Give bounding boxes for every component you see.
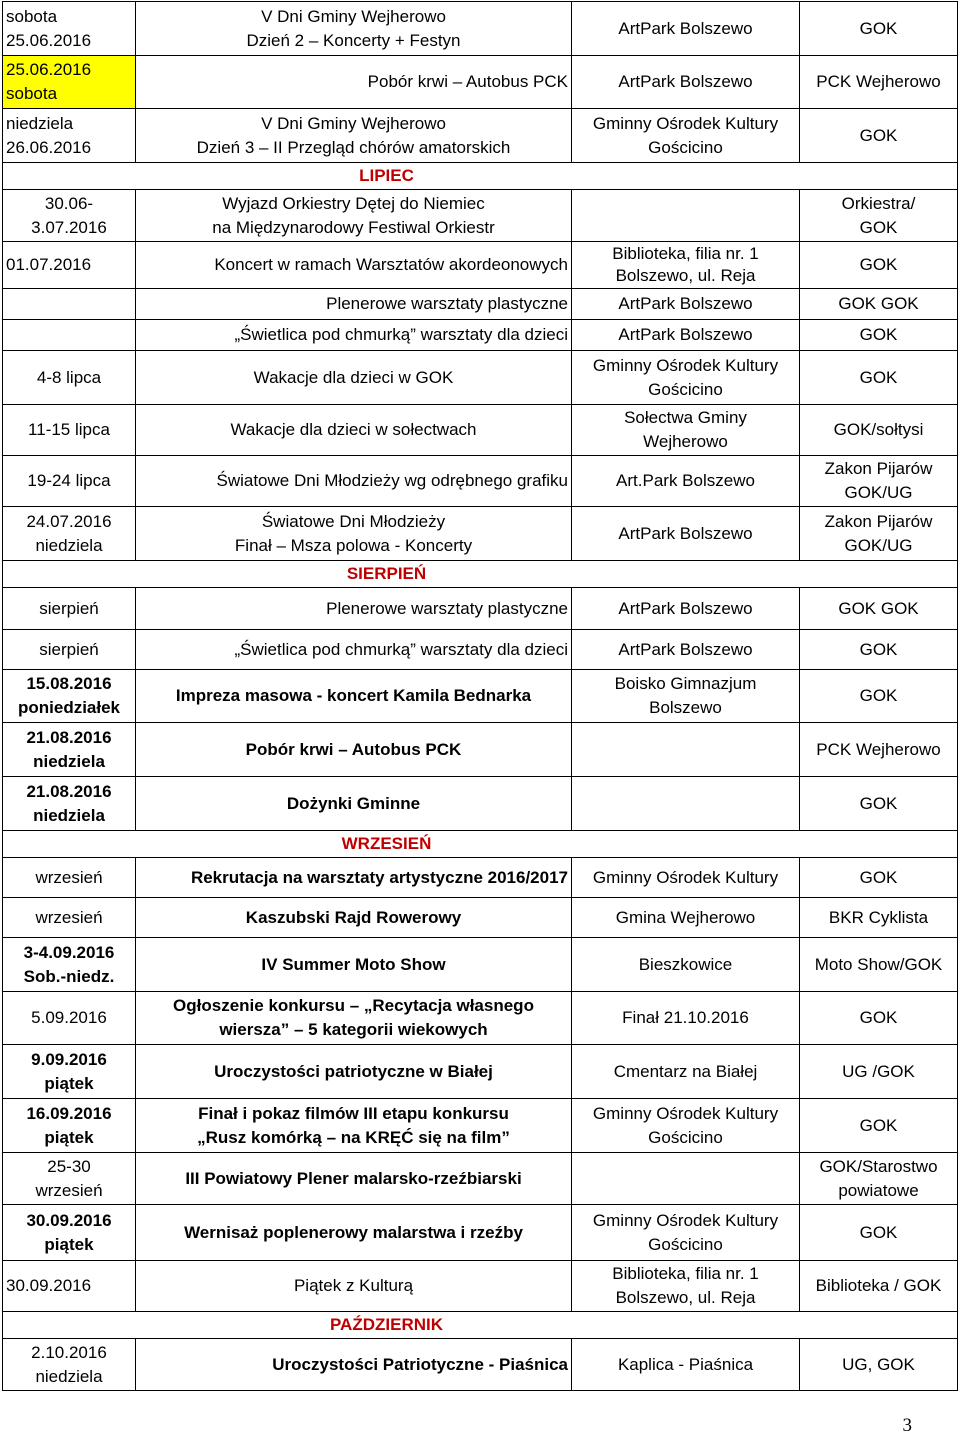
- table-row: [3, 777, 958, 831]
- event-cell: Uroczystości patriotyczne w Białej: [136, 1045, 572, 1099]
- date-cell: 9.09.2016 piątek: [3, 1045, 136, 1099]
- place-cell: Boisko Gimnazjum Bolszewo: [572, 670, 800, 723]
- event-cell: Finał i pokaz filmów III etapu konkursu „Rusz komórką – na KRĘĆ się na film”: [136, 1099, 572, 1153]
- organizer-cell: GOK: [800, 242, 958, 289]
- place-cell: Biblioteka, filia nr. 1 Bolszewo, ul. Reja: [572, 1261, 800, 1312]
- event-cell: Pobór krwi – Autobus PCK: [136, 723, 572, 777]
- organizer-cell: GOK: [800, 630, 958, 670]
- event-cell: „Świetlica pod chmurką” warsztaty dla dzieci: [136, 320, 572, 351]
- organizer-cell: GOK/sołtysi: [800, 405, 958, 456]
- date-cell: 4-8 lipca: [3, 351, 136, 405]
- place-cell: Sołectwa Gminy Wejherowo: [572, 405, 800, 456]
- date-cell: 01.07.2016: [3, 242, 136, 289]
- event-cell: Wernisaż poplenerowy malarstwa i rzeźby: [136, 1205, 572, 1261]
- table-row: [3, 456, 958, 507]
- event-cell: Wakacje dla dzieci w GOK: [136, 351, 572, 405]
- month-header-row: [3, 163, 958, 190]
- place-cell: Gminny Ośrodek Kultury Gościcino: [572, 109, 800, 163]
- date-cell: 30.06- 3.07.2016: [3, 190, 136, 242]
- date-cell: 2.10.2016 niedziela: [3, 1339, 136, 1391]
- date-cell: sierpień: [3, 630, 136, 670]
- place-cell: Art.Park Bolszewo: [572, 456, 800, 507]
- table-row: [3, 670, 958, 723]
- month-header-row: [3, 1312, 958, 1339]
- table-row: [3, 1045, 958, 1099]
- organizer-cell: GOK: [800, 351, 958, 405]
- date-cell: wrzesień: [3, 858, 136, 898]
- table-row: [3, 898, 958, 938]
- place-cell: [572, 777, 800, 831]
- date-cell: 25.06.2016 sobota: [3, 56, 136, 109]
- organizer-cell: GOK: [800, 1205, 958, 1261]
- event-cell: Światowe Dni Młodzieży wg odrębnego grafiku: [136, 456, 572, 507]
- month-header: LIPIEC: [3, 163, 958, 190]
- date-cell: [3, 289, 136, 320]
- table-row: [3, 1261, 958, 1312]
- event-cell: Wyjazd Orkiestry Dętej do Niemiec na Międzynarodowy Festiwal Orkiestr: [136, 190, 572, 242]
- event-cell: Piątek z Kulturą: [136, 1261, 572, 1312]
- place-cell: ArtPark Bolszewo: [572, 2, 800, 56]
- event-cell: Plenerowe warsztaty plastyczne: [136, 289, 572, 320]
- event-cell: IV Summer Moto Show: [136, 938, 572, 992]
- organizer-cell: Biblioteka / GOK: [800, 1261, 958, 1312]
- event-cell: Uroczystości Patriotyczne - Piaśnica: [136, 1339, 572, 1391]
- table-row: [3, 320, 958, 351]
- organizer-cell: BKR Cyklista: [800, 898, 958, 938]
- organizer-cell: Orkiestra/ GOK: [800, 190, 958, 242]
- event-cell: V Dni Gminy Wejherowo Dzień 3 – II Przegląd chórów amatorskich: [136, 109, 572, 163]
- organizer-cell: Zakon Pijarów GOK/UG: [800, 456, 958, 507]
- event-cell: Wakacje dla dzieci w sołectwach: [136, 405, 572, 456]
- organizer-cell: UG, GOK: [800, 1339, 958, 1391]
- table-row: [3, 630, 958, 670]
- table-row: [3, 992, 958, 1045]
- organizer-cell: GOK: [800, 2, 958, 56]
- place-cell: Gmina Wejherowo: [572, 898, 800, 938]
- organizer-cell: GOK: [800, 858, 958, 898]
- place-cell: ArtPark Bolszewo: [572, 588, 800, 630]
- organizer-cell: Zakon Pijarów GOK/UG: [800, 507, 958, 561]
- event-cell: „Świetlica pod chmurką” warsztaty dla dzieci: [136, 630, 572, 670]
- event-cell: Kaszubski Rajd Rowerowy: [136, 898, 572, 938]
- table-row: [3, 351, 958, 405]
- month-header: SIERPIEŃ: [3, 561, 958, 588]
- date-cell: 11-15 lipca: [3, 405, 136, 456]
- date-cell: 5.09.2016: [3, 992, 136, 1045]
- date-cell: wrzesień: [3, 898, 136, 938]
- month-header: PAŹDZIERNIK: [3, 1312, 958, 1339]
- event-cell: Dożynki Gminne: [136, 777, 572, 831]
- event-cell: Plenerowe warsztaty plastyczne: [136, 588, 572, 630]
- month-header: WRZESIEŃ: [3, 831, 958, 858]
- organizer-cell: GOK: [800, 670, 958, 723]
- month-header-row: [3, 561, 958, 588]
- table-row: [3, 190, 958, 242]
- place-cell: [572, 723, 800, 777]
- organizer-cell: GOK GOK: [800, 588, 958, 630]
- organizer-cell: GOK/Starostwo powiatowe: [800, 1153, 958, 1205]
- place-cell: Bieszkowice: [572, 938, 800, 992]
- place-cell: ArtPark Bolszewo: [572, 289, 800, 320]
- event-cell: Ogłoszenie konkursu – „Recytacja własnego wiersza” – 5 kategorii wiekowych: [136, 992, 572, 1045]
- table-row: [3, 1205, 958, 1261]
- organizer-cell: PCK Wejherowo: [800, 723, 958, 777]
- organizer-cell: GOK: [800, 992, 958, 1045]
- date-cell: 25-30 wrzesień: [3, 1153, 136, 1205]
- table-row: [3, 938, 958, 992]
- event-cell: Koncert w ramach Warsztatów akordeonowych: [136, 242, 572, 289]
- place-cell: Finał 21.10.2016: [572, 992, 800, 1045]
- date-cell: sobota 25.06.2016: [3, 2, 136, 56]
- place-cell: Kaplica - Piaśnica: [572, 1339, 800, 1391]
- place-cell: Gminny Ośrodek Kultury Gościcino: [572, 351, 800, 405]
- table-row: [3, 56, 958, 109]
- organizer-cell: UG /GOK: [800, 1045, 958, 1099]
- event-cell: Światowe Dni Młodzieży Finał – Msza polowa - Koncerty: [136, 507, 572, 561]
- organizer-cell: GOK GOK: [800, 289, 958, 320]
- event-cell: III Powiatowy Plener malarsko-rzeźbiarski: [136, 1153, 572, 1205]
- organizer-cell: GOK: [800, 1099, 958, 1153]
- date-cell: 16.09.2016 piątek: [3, 1099, 136, 1153]
- table-row: [3, 289, 958, 320]
- table-row: [3, 1099, 958, 1153]
- table-row: [3, 1153, 958, 1205]
- place-cell: Gminny Ośrodek Kultury Gościcino: [572, 1099, 800, 1153]
- table-row: [3, 588, 958, 630]
- place-cell: ArtPark Bolszewo: [572, 320, 800, 351]
- organizer-cell: Moto Show/GOK: [800, 938, 958, 992]
- place-cell: ArtPark Bolszewo: [572, 507, 800, 561]
- date-cell: 15.08.2016 poniedziałek: [3, 670, 136, 723]
- organizer-cell: GOK: [800, 109, 958, 163]
- date-cell: 24.07.2016 niedziela: [3, 507, 136, 561]
- place-cell: ArtPark Bolszewo: [572, 56, 800, 109]
- event-cell: V Dni Gminy Wejherowo Dzień 2 – Koncerty + Festyn: [136, 2, 572, 56]
- month-header-row: [3, 831, 958, 858]
- date-cell: 19-24 lipca: [3, 456, 136, 507]
- date-cell: 30.09.2016 piątek: [3, 1205, 136, 1261]
- event-schedule-table: [2, 1, 958, 1391]
- event-cell: Pobór krwi – Autobus PCK: [136, 56, 572, 109]
- place-cell: ArtPark Bolszewo: [572, 630, 800, 670]
- place-cell: [572, 1153, 800, 1205]
- date-cell: niedziela 26.06.2016: [3, 109, 136, 163]
- organizer-cell: GOK: [800, 320, 958, 351]
- date-cell: sierpień: [3, 588, 136, 630]
- date-cell: [3, 320, 136, 351]
- place-cell: Gminny Ośrodek Kultury Gościcino: [572, 1205, 800, 1261]
- table-row: [3, 2, 958, 56]
- table-row: [3, 1339, 958, 1391]
- place-cell: Gminny Ośrodek Kultury: [572, 858, 800, 898]
- table-row: [3, 858, 958, 898]
- table-row: [3, 507, 958, 561]
- organizer-cell: GOK: [800, 777, 958, 831]
- event-cell: Rekrutacja na warsztaty artystyczne 2016/2017: [136, 858, 572, 898]
- organizer-cell: PCK Wejherowo: [800, 56, 958, 109]
- table-row: [3, 109, 958, 163]
- page-number: 3: [902, 1415, 912, 1436]
- date-cell: 3-4.09.2016 Sob.-niedz.: [3, 938, 136, 992]
- table-row: [3, 723, 958, 777]
- place-cell: [572, 190, 800, 242]
- table-row: [3, 242, 958, 289]
- date-cell: 21.08.2016 niedziela: [3, 723, 136, 777]
- place-cell: Biblioteka, filia nr. 1 Bolszewo, ul. Reja: [572, 242, 800, 289]
- place-cell: Cmentarz na Białej: [572, 1045, 800, 1099]
- event-cell: Impreza masowa - koncert Kamila Bednarka: [136, 670, 572, 723]
- date-cell: 30.09.2016: [3, 1261, 136, 1312]
- table-row: [3, 405, 958, 456]
- date-cell: 21.08.2016 niedziela: [3, 777, 136, 831]
